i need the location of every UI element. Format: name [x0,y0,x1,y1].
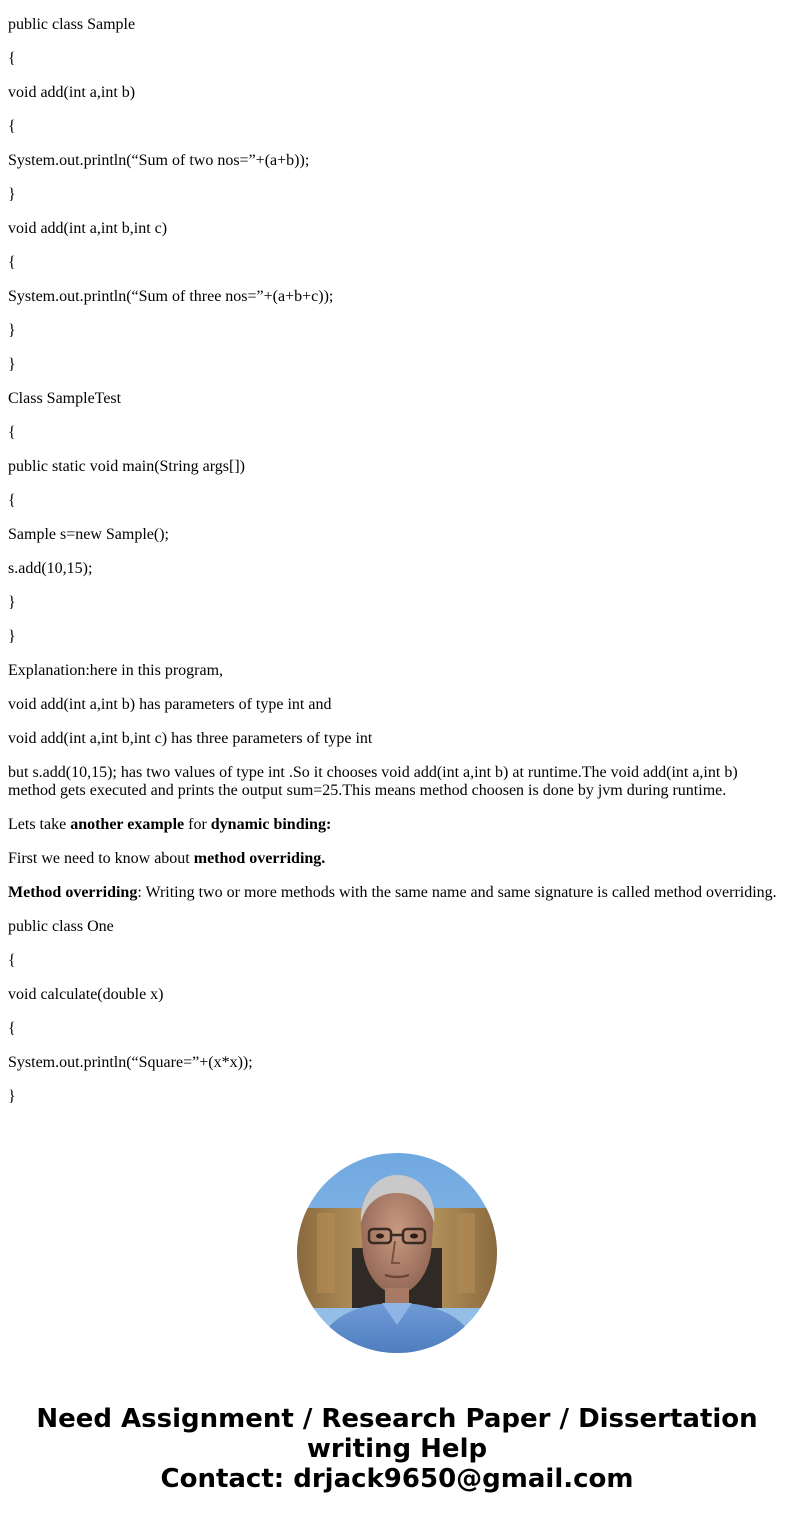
doc-line: void calculate(double x) [8,986,164,1003]
doc-line: public static void main(String args[]) [8,458,245,475]
doc-line: void add(int a,int b,int c) has three parameters of type int [8,730,373,747]
another-example-middle: for [184,816,211,833]
doc-line: void add(int a,int b,int c) [8,220,168,237]
definition-text: : Writing two or more methods with the same name and same signature is called method overriding. [137,884,777,901]
cta-line-2: writing Help [306,1434,488,1464]
definition-paragraph [8,884,786,902]
author-avatar [297,1153,497,1353]
first-know-prefix: First we need to know about [8,850,194,867]
another-example-prefix: Lets take [8,816,71,833]
doc-line: } [8,186,16,203]
dynamic-binding-bold: dynamic binding: [210,816,332,833]
doc-line: void add(int a,int b) has parameters of type int and [8,696,332,713]
doc-line: System.out.println(“Sum of two nos=”+(a+b)); [8,152,310,169]
contact-email[interactable]: Contact: drjack9650@gmail.com [160,1464,634,1494]
doc-line: System.out.println(“Sum of three nos=”+(a+b+c)); [8,288,334,305]
doc-line: { [8,952,16,969]
doc-line: System.out.println(“Square=”+(x*x)); [8,1054,253,1071]
first-know-paragraph [8,850,786,868]
doc-line: but s.add(10,15); has two values of type int .So it chooses void add(int a,int b) at runtime.The void add(int a,int b) method gets executed and prints the output sum=25.This means method choosen is done by jvm during runtime. [8,764,738,799]
doc-line: { [8,424,16,441]
doc-line: Class SampleTest [8,390,122,407]
doc-line: { [8,50,16,67]
another-example-bold: another example [70,816,185,833]
doc-line: void add(int a,int b) [8,84,136,101]
method-overriding-bold: method overriding. [193,850,326,867]
doc-line: } [8,1088,16,1105]
definition-term: Method overriding [8,884,138,901]
doc-line: { [8,254,16,271]
another-example-paragraph [8,816,786,834]
doc-line: public class Sample [8,16,136,33]
contact-banner [0,1404,794,1494]
doc-line: } [8,628,16,645]
doc-line: } [8,356,16,373]
document-body [8,0,786,1122]
doc-line: } [8,322,16,339]
doc-line: { [8,492,16,509]
author-portrait-image [297,1153,497,1353]
cta-line-1: Need Assignment / Research Paper / Dissertation [36,1404,758,1434]
doc-line: { [8,118,16,135]
doc-line: s.add(10,15); [8,560,93,577]
doc-line: Sample s=new Sample(); [8,526,169,543]
doc-line: Explanation:here in this program, [8,662,224,679]
doc-line: { [8,1020,16,1037]
doc-line: } [8,594,16,611]
doc-line: public class One [8,918,114,935]
